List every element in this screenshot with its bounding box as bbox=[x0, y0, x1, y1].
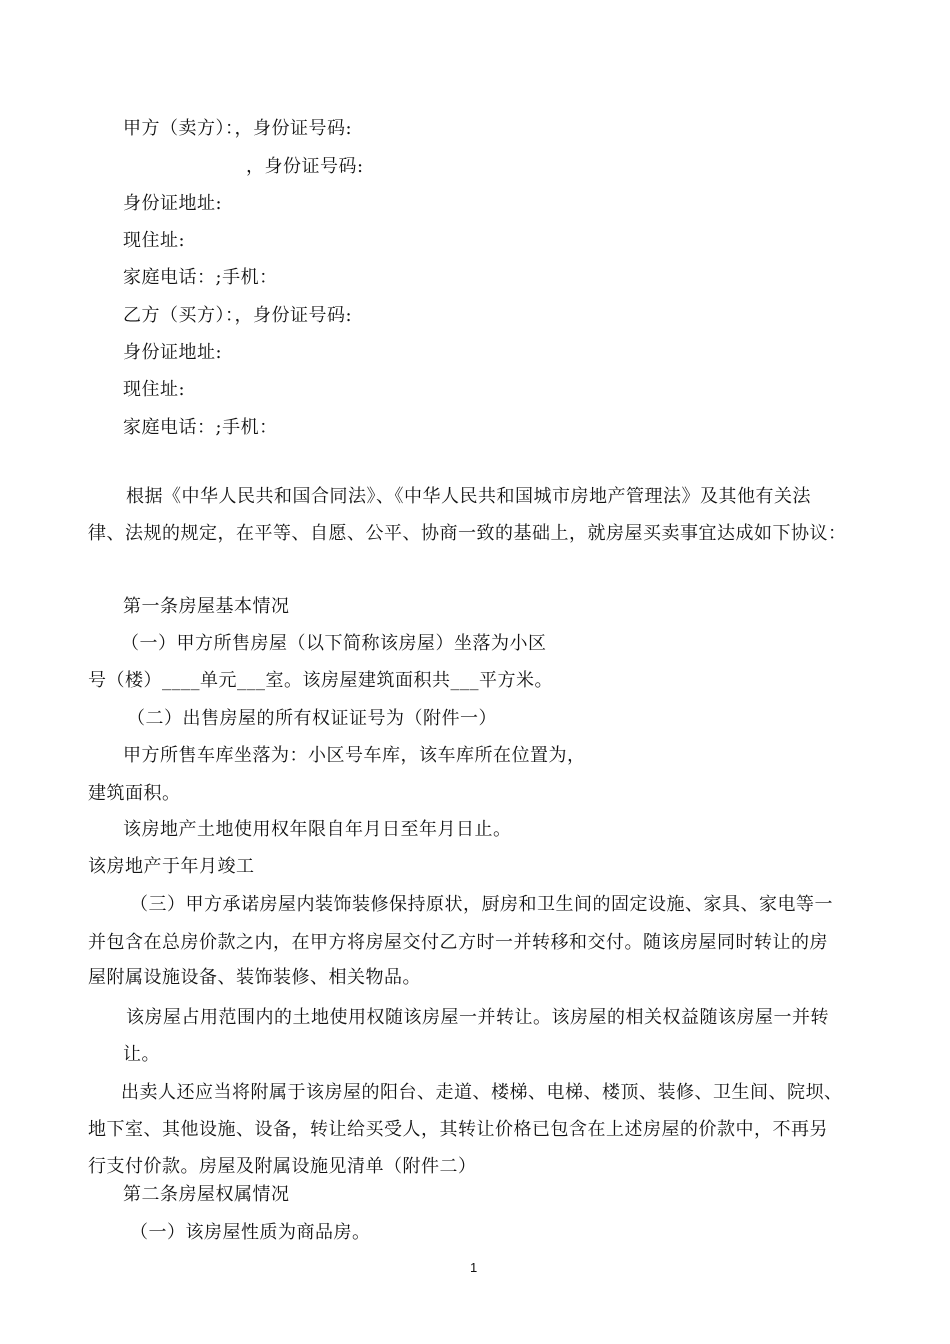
land-use-term: 该房地产土地使用权年限自年月日至年月日止。 bbox=[123, 819, 512, 840]
buyer-current-address: 现住址: bbox=[123, 379, 186, 400]
seller-id-address: 身份证地址: bbox=[123, 193, 223, 214]
garage-line-2: 建筑面积。 bbox=[88, 783, 181, 804]
seller-current-address: 现住址: bbox=[123, 230, 186, 251]
seller-phone: 家庭电话：;手机： bbox=[123, 267, 278, 288]
completion-date: 该房地产于年月竣工 bbox=[88, 856, 255, 877]
buyer-id-address: 身份证地址: bbox=[123, 342, 223, 363]
buyer-line: 乙方（买方）：，身份证号码: bbox=[123, 305, 353, 326]
buyer-phone: 家庭电话：;手机： bbox=[123, 417, 278, 438]
land-transfer-line-2: 让。 bbox=[123, 1044, 160, 1065]
preamble-line-2: 律、法规的规定，在平等、自愿、公平、协商一致的基础上，就房屋买卖事宜达成如下协议： bbox=[88, 523, 847, 544]
seller-line-2: ，身份证号码: bbox=[246, 156, 364, 177]
article-2-p1: （一）该房屋性质为商品房。 bbox=[130, 1222, 371, 1243]
article-1-p3-line-2: 并包含在总房价款之内，在甲方将房屋交付乙方时一并转移和交付。随该房屋同时转让的房 bbox=[88, 932, 828, 953]
attachments-line-3: 行支付价款。房屋及附属设施见清单（附件二） bbox=[88, 1156, 477, 1177]
garage-line-1: 甲方所售车库坐落为：小区号车库，该车库所在位置为， bbox=[123, 745, 586, 766]
article-1-p3-line-3: 屋附属设施设备、装饰装修、相关物品。 bbox=[88, 967, 421, 988]
article-1-p1-line-1: （一）甲方所售房屋（以下简称该房屋）坐落为小区 bbox=[121, 633, 547, 654]
page-number: 1 bbox=[470, 1260, 478, 1275]
seller-line: 甲方（卖方）：，身份证号码: bbox=[123, 118, 353, 139]
article-1-p1-line-2: 号（楼）____单元___室。该房屋建筑面积共___平方米。 bbox=[88, 670, 553, 691]
attachments-line-2: 地下室、其他设施、设备，转让给买受人，其转让价格已包含在上述房屋的价款中，不再另 bbox=[88, 1119, 828, 1140]
preamble-line-1: 根据《中华人民共和国合同法》、《中华人民共和国城市房地产管理法》及其他有关法 bbox=[126, 486, 811, 507]
attachments-line-1: 出卖人还应当将附属于该房屋的阳台、走道、楼梯、电梯、楼顶、装修、卫生间、院坝、 bbox=[121, 1082, 843, 1103]
article-1-title: 第一条房屋基本情况 bbox=[123, 596, 290, 617]
land-transfer-line-1: 该房屋占用范围内的土地使用权随该房屋一并转让。该房屋的相关权益随该房屋一并转 bbox=[126, 1007, 829, 1028]
article-1-p2: （二）出售房屋的所有权证证号为（附件一） bbox=[127, 708, 497, 729]
article-2-title: 第二条房屋权属情况 bbox=[123, 1184, 290, 1205]
article-1-p3-line-1: （三）甲方承诺房屋内装饰装修保持原状，厨房和卫生间的固定设施、家具、家电等一 bbox=[130, 894, 833, 915]
